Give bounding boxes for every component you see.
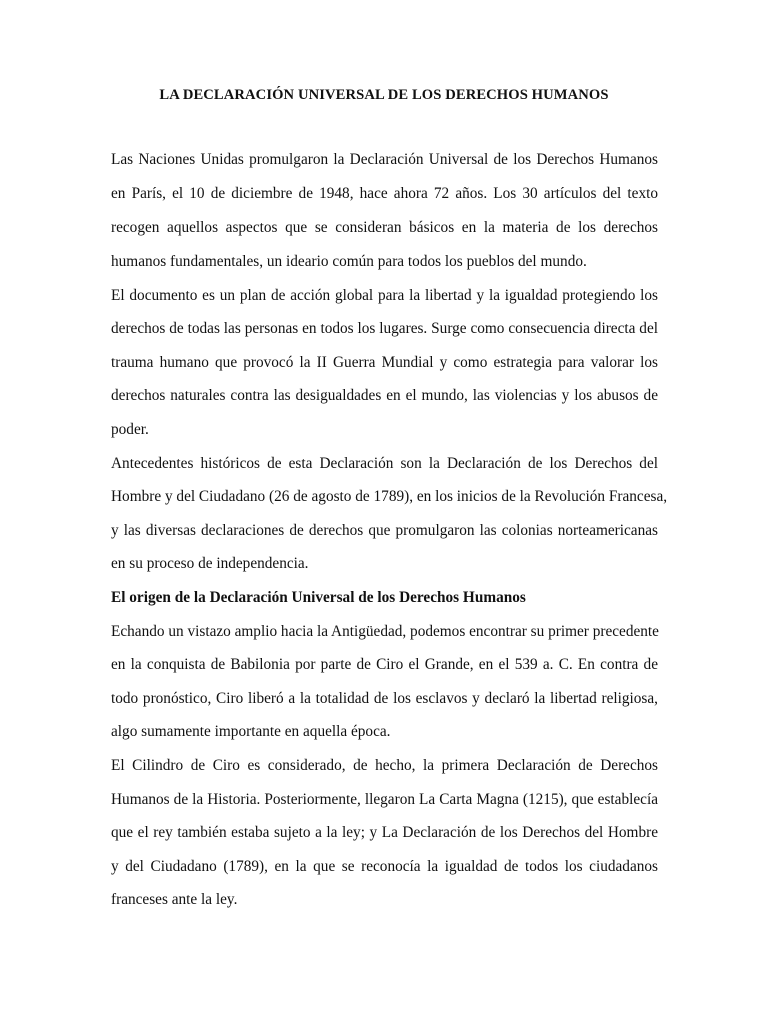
section-heading: El origen de la Declaración Universal de los Derechos Humanos bbox=[111, 589, 526, 606]
paragraph-3-line-4: en su proceso de independencia. bbox=[111, 555, 309, 572]
paragraph-2-line-4: derechos naturales contra las desigualdades en el mundo, las violencias y los abusos de bbox=[111, 387, 658, 404]
paragraph-2-line-1: El documento es un plan de acción global para la libertad y la igualdad protegiendo los bbox=[111, 287, 658, 304]
paragraph-5-line-4: y del Ciudadano (1789), en la que se reconocía la igualdad de todos los ciudadanos bbox=[111, 858, 658, 875]
paragraph-4-line-4: algo sumamente importante en aquella época. bbox=[111, 723, 391, 740]
paragraph-4-line-2: en la conquista de Babilonia por parte de Ciro el Grande, en el 539 a. C. En contra de bbox=[111, 656, 658, 673]
paragraph-5-line-3: que el rey también estaba sujeto a la ley; y La Declaración de los Derechos del Hombre bbox=[111, 824, 658, 841]
paragraph-3-line-3: y las diversas declaraciones de derechos que promulgaron las colonias norteamericanas bbox=[111, 522, 658, 539]
paragraph-1-line-4: humanos fundamentales, un ideario común para todos los pueblos del mundo. bbox=[111, 253, 587, 270]
paragraph-2-line-5: poder. bbox=[111, 421, 149, 438]
paragraph-2-line-2: derechos de todas las personas en todos los lugares. Surge como consecuencia directa del bbox=[111, 320, 658, 337]
document-title: LA DECLARACIÓN UNIVERSAL DE LOS DERECHOS HUMANOS bbox=[159, 87, 609, 103]
paragraph-2-line-3: trauma humano que provocó la II Guerra Mundial y como estrategia para valorar los bbox=[111, 354, 658, 371]
paragraph-4-line-1: Echando un vistazo amplio hacia la Antigüedad, podemos encontrar su primer precedente bbox=[111, 623, 659, 640]
paragraph-1-line-1: Las Naciones Unidas promulgaron la Declaración Universal de los Derechos Humanos bbox=[111, 151, 658, 168]
paragraph-5-line-5: franceses ante la ley. bbox=[111, 891, 238, 908]
paragraph-3-line-1: Antecedentes históricos de esta Declaración son la Declaración de los Derechos del bbox=[111, 455, 658, 472]
paragraph-1-line-2: en París, el 10 de diciembre de 1948, hace ahora 72 años. Los 30 artículos del texto bbox=[111, 185, 658, 202]
paragraph-3-line-2: Hombre y del Ciudadano (26 de agosto de 1789), en los inicios de la Revolución Francesa, bbox=[111, 488, 668, 505]
paragraph-4-line-3: todo pronóstico, Ciro liberó a la totalidad de los esclavos y declaró la libertad religiosa, bbox=[111, 690, 658, 707]
paragraph-1-line-3: recogen aquellos aspectos que se consideran básicos en la materia de los derechos bbox=[111, 219, 658, 236]
paragraph-5-line-1: El Cilindro de Ciro es considerado, de hecho, la primera Declaración de Derechos bbox=[111, 757, 658, 774]
paragraph-5-line-2: Humanos de la Historia. Posteriormente, llegaron La Carta Magna (1215), que establecía bbox=[111, 791, 658, 808]
